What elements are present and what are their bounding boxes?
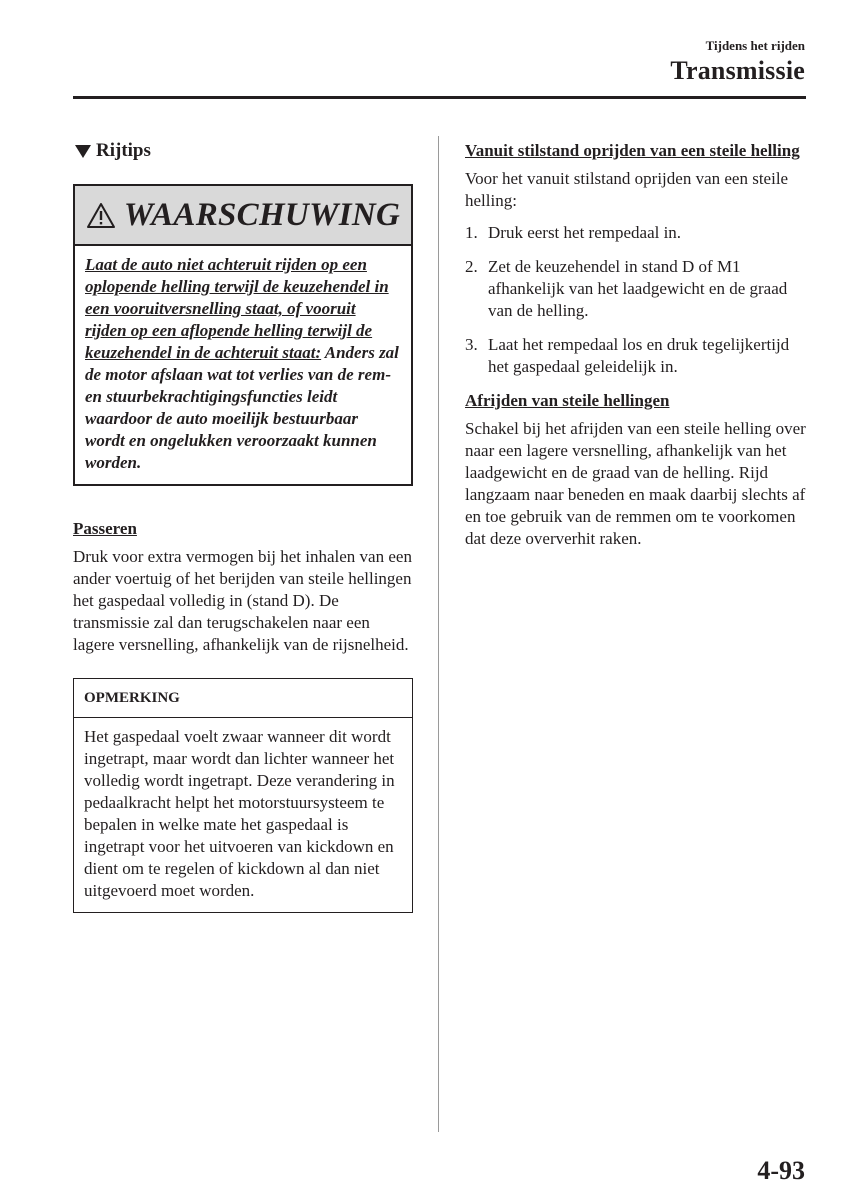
step-number: 1.: [465, 223, 478, 242]
afrijden-text: Schakel bij het afrijden van een steile helling over naar een lagere versnelling, afhankelijk van het laadgewicht en de graad van de helling. Rijd langzaam naar beneden en maak daarbij slechts af en toe gebruik van de remmen om te voorkomen dat deze oververhit raken.: [465, 419, 806, 548]
section-heading: [73, 140, 413, 162]
note-text: Het gaspedaal voelt zwaar wanneer dit wordt ingetrapt, maar wordt dan lichter wanneer het volledig wordt ingetrapt. Deze verandering in pedaalkracht helpt het motorstuursysteem te bepalen in welke mate het gaspedaal is ingetrapt voor het uitvoeren van kickdown en dient om te regelen of kickdown al dan niet uitgevoerd moet worden.: [84, 727, 395, 900]
note-title: OPMERKING: [74, 679, 412, 718]
stilstand-intro: Voor het vanuit stilstand oprijden van een steile helling:: [465, 169, 789, 210]
step-text: Druk eerst het rempedaal in.: [488, 223, 682, 242]
warning-text: Anders zal de motor afslaan wat tot verlies van de rem- en stuurbekrachtigingsfuncties leidt waardoor de auto moeilijk bestuurbaar wordt en ongelukken veroorzaakt kunnen worden.: [85, 343, 399, 472]
warning-underlined-text: Laat de auto niet achteruit rijden op een oplopende helling terwijl de keuzehendel in een vooruitversnelling staat, of vooruit rijden op een aflopende helling terwijl de keuzehendel in de achteruit staat:: [85, 255, 389, 362]
list-item: [465, 256, 806, 322]
running-header: Tijdens het rijden: [705, 38, 805, 53]
page-number: 4-93: [757, 1156, 805, 1185]
passeren-text: Druk voor extra vermogen bij het inhalen van een ander voertuig of het berijden van steile hellingen het gaspedaal volledig in (stand D). De transmissie zal dan terugschakelen naar een lagere versnelling, afhankelijk van de rijsnelheid.: [73, 547, 412, 654]
column-divider: [438, 136, 439, 1132]
warning-header: [75, 186, 411, 246]
warning-triangle-icon: [86, 202, 116, 229]
triangle-down-icon: [75, 145, 91, 158]
warning-box: [73, 184, 413, 486]
step-number: 2.: [465, 257, 478, 276]
step-text: Laat het rempedaal los en druk tegelijkertijd het gaspedaal geleidelijk in.: [488, 335, 790, 376]
passeren-heading: Passeren: [73, 519, 137, 538]
page-title: Transmissie: [670, 56, 805, 85]
afrijden-heading: Afrijden van steile hellingen: [465, 391, 670, 410]
note-box: [73, 678, 413, 913]
left-column: [73, 140, 413, 913]
list-item: [465, 222, 806, 244]
steps-list: [465, 222, 806, 378]
right-column: [465, 140, 806, 550]
warning-title: WAARSCHUWING: [123, 196, 401, 233]
section-heading-label: Rijtips: [96, 140, 151, 161]
warning-body: [75, 246, 411, 484]
step-number: 3.: [465, 335, 478, 354]
stilstand-heading: Vanuit stilstand oprijden van een steile helling: [465, 141, 800, 160]
passeren-section: [73, 518, 413, 656]
header-rule: [73, 96, 806, 99]
step-text: Zet de keuzehendel in stand D of M1 afhankelijk van het laadgewicht en de graad van de helling.: [488, 257, 788, 320]
list-item: [465, 334, 806, 378]
